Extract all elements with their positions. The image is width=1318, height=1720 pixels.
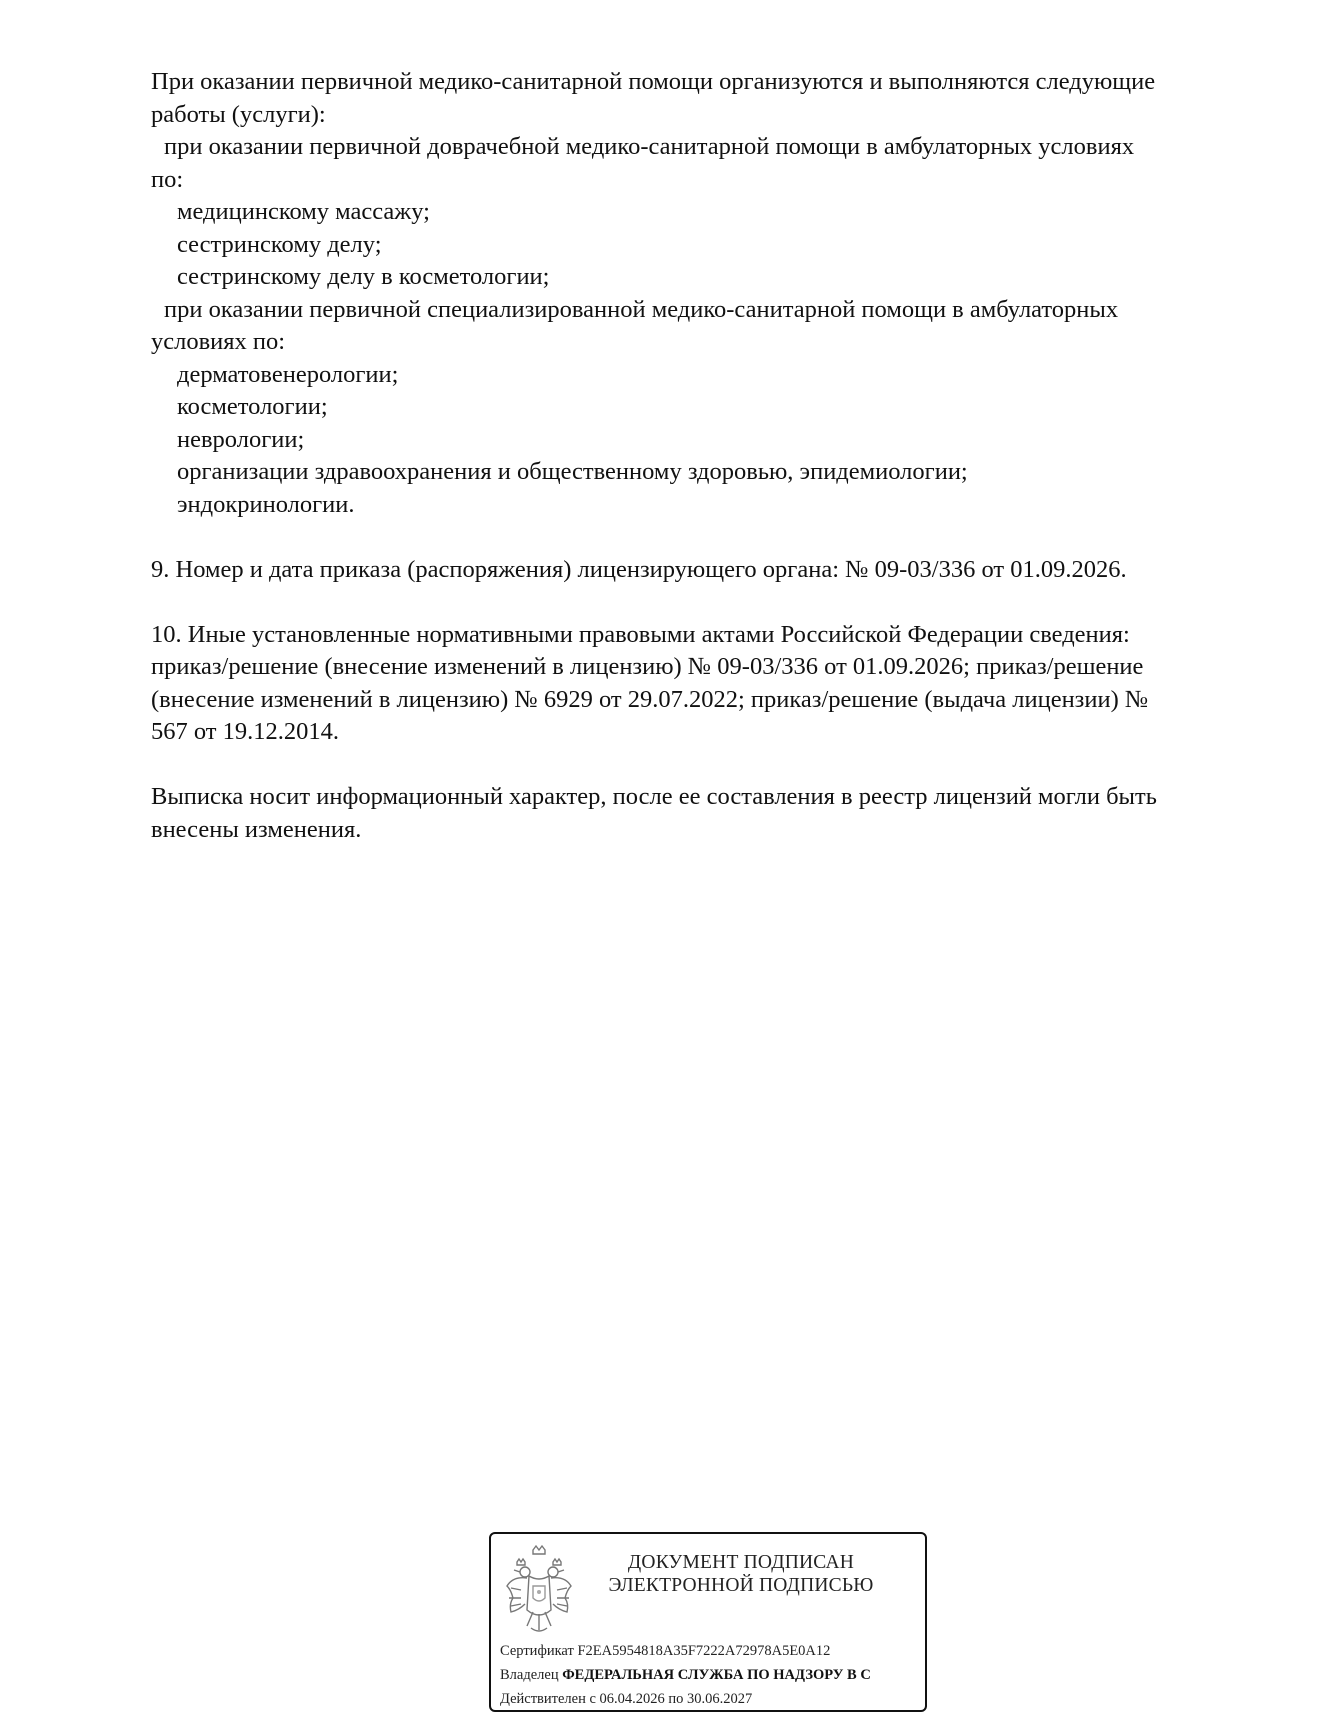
item-10-line: 567 от 19.12.2014. xyxy=(151,718,340,745)
owner-value: ФЕДЕРАЛЬНАЯ СЛУЖБА ПО НАДЗОРУ В С xyxy=(562,1667,871,1683)
spec-item: дерматовенерологии; xyxy=(177,360,399,388)
spec-item: организации здравоохранения и общественному здоровью, эпидемиологии; xyxy=(177,458,968,485)
document-body xyxy=(151,66,1261,846)
item-10-line: приказ/решение (внесение изменений в лицензию) № 09-03/336 от 01.09.2026; приказ/решение xyxy=(151,653,1144,680)
premed-item: сестринскому делу в косметологии; xyxy=(177,263,550,290)
item-10-line: (внесение изменений в лицензию) № 6929 от 29.07.2022; приказ/решение (выдача лицензии) № xyxy=(151,685,1149,713)
item-10-line: 10. Иные установленные нормативными правовыми актами Российской Федерации сведения: xyxy=(151,620,1130,648)
stamp-title xyxy=(591,1551,891,1597)
spec-line-1: при оказании первичной специализированной медико-санитарной помощи в амбулаторных xyxy=(164,295,1119,323)
double-headed-eagle-icon xyxy=(503,1544,575,1636)
spec-item: косметологии; xyxy=(177,393,328,420)
owner-label: Владелец xyxy=(500,1667,559,1683)
electronic-signature-stamp xyxy=(489,1532,927,1712)
intro-line-1: При оказании первичной медико-санитарной помощи организуются и выполняются следующие xyxy=(151,68,1156,95)
spec-item: неврологии; xyxy=(177,425,305,453)
spacer xyxy=(151,521,1261,554)
certificate-line xyxy=(500,1643,830,1660)
owner-line xyxy=(500,1667,871,1684)
spacer xyxy=(151,586,1261,619)
premed-item: медицинскому массажу; xyxy=(177,198,430,225)
spec-item: эндокринологии. xyxy=(177,490,355,518)
stamp-title-line: ЭЛЕКТРОННОЙ ПОДПИСЬЮ xyxy=(608,1575,874,1596)
premed-line-2: по: xyxy=(151,165,184,193)
note-line: внесены изменения. xyxy=(151,815,362,843)
certificate-value: F2EA5954818A35F7222A72978A5E0A12 xyxy=(577,1643,831,1659)
premed-item: сестринскому делу; xyxy=(177,230,382,258)
certificate-label: Сертификат xyxy=(500,1643,574,1659)
validity-line: Действителен с 06.04.2026 по 30.06.2027 xyxy=(500,1691,753,1707)
note-line: Выписка носит информационный характер, после ее составления в реестр лицензий могли быть xyxy=(151,783,1157,810)
spec-line-2: условиях по: xyxy=(151,328,286,355)
premed-line-1: при оказании первичной доврачебной медико-санитарной помощи в амбулаторных условиях xyxy=(164,133,1135,160)
item-9: 9. Номер и дата приказа (распоряжения) лицензирующего органа: № 09-03/336 от 01.09.2026. xyxy=(151,555,1127,583)
intro-line-2: работы (услуги): xyxy=(151,100,326,128)
stamp-title-line: ДОКУМЕНТ ПОДПИСАН xyxy=(627,1552,855,1573)
spacer xyxy=(151,749,1261,782)
